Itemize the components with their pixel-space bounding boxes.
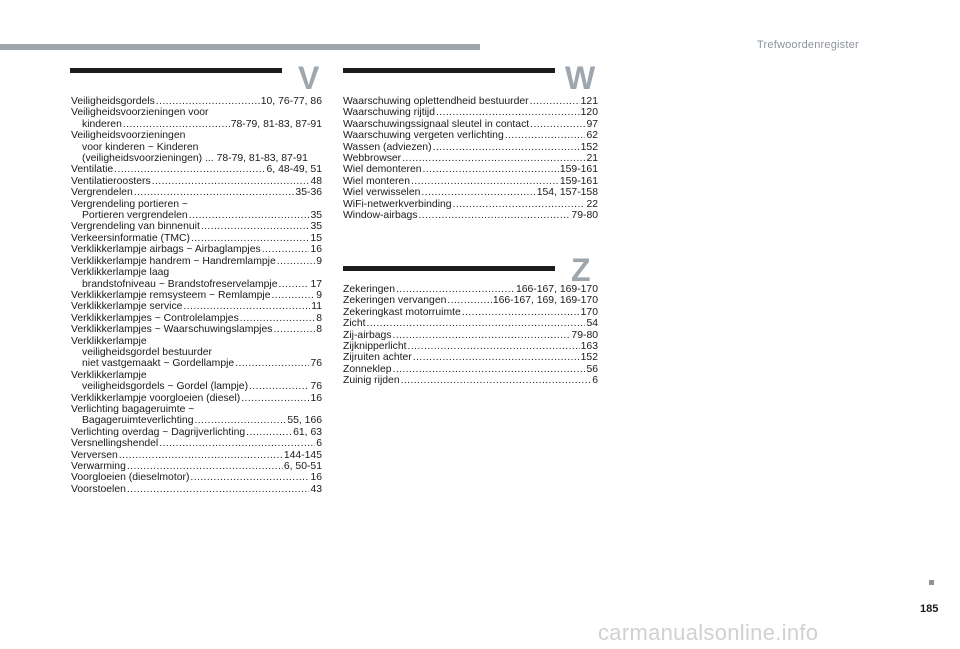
entry-page-ref: 55, 166	[287, 415, 322, 427]
dot-leader	[505, 130, 586, 141]
dot-leader	[447, 295, 491, 306]
index-entry	[71, 336, 322, 370]
index-entry	[343, 142, 598, 153]
entry-term: Voorstoelen	[71, 483, 126, 495]
index-entry	[71, 484, 322, 495]
index-entry	[343, 295, 598, 306]
index-entry	[71, 267, 322, 290]
entry-term: Zijruiten achter	[343, 352, 412, 364]
dot-leader	[201, 221, 310, 232]
entry-page-ref: 6, 50-51	[283, 461, 322, 472]
entry-term: Wiel verwisselen	[343, 187, 421, 199]
entry-term: Vergrendeling van binnenuit	[71, 221, 200, 233]
entry-term: Ventilatie	[71, 164, 114, 176]
index-entry	[71, 107, 322, 130]
dot-leader	[183, 301, 310, 312]
index-entry	[343, 199, 598, 210]
entry-page-ref: 48	[310, 175, 322, 187]
dot-leader	[393, 364, 586, 375]
entry-term: Verklikkerlampje	[71, 369, 147, 381]
page-marker	[929, 580, 934, 585]
entry-term: Bagageruimteverlichting	[82, 415, 194, 427]
entry-term: Verklikkerlampje airbags ~ Airbaglampjes	[71, 244, 261, 256]
entry-page-ref: 152	[580, 352, 598, 364]
dot-leader	[279, 279, 310, 290]
entry-page-ref: 21	[586, 153, 598, 165]
entry-page-ref: 163	[580, 341, 598, 353]
index-entry	[71, 130, 322, 164]
section-v-entries	[71, 96, 322, 495]
index-entry	[71, 221, 322, 232]
index-entry	[71, 233, 322, 244]
index-entry	[343, 307, 598, 318]
index-entry	[71, 404, 322, 427]
entry-term: niet vastgemaakt ~ Gordellampje	[82, 358, 235, 370]
entry-term: Zonneklep	[343, 363, 392, 375]
index-entry	[71, 370, 322, 393]
dot-leader	[194, 415, 286, 426]
section-v-rule	[70, 68, 282, 73]
dot-leader	[401, 375, 592, 386]
dot-leader	[408, 341, 580, 352]
page-number: 185	[920, 603, 939, 615]
entry-page-ref: 16	[310, 472, 322, 484]
entry-term: Voorgloeien (dieselmotor)	[71, 472, 190, 484]
index-entry	[71, 393, 322, 404]
entry-page-ref: 166-167, 169-170	[515, 284, 598, 295]
entry-term: brandstofniveau ~ Brandstofreservelampje	[82, 278, 278, 290]
entry-term: Window-airbags	[343, 210, 418, 222]
index-entry	[343, 330, 598, 341]
index-entry	[71, 324, 322, 335]
entry-page-ref: 15	[310, 232, 322, 244]
dot-leader	[249, 381, 309, 392]
entry-page-ref: 17	[310, 278, 322, 290]
entry-term: Versnellingshendel	[71, 438, 159, 450]
entry-term: Wassen (adviezen)	[343, 141, 432, 153]
index-entry	[343, 210, 598, 221]
entry-term: kinderen	[82, 118, 122, 130]
dot-leader	[191, 233, 309, 244]
dot-leader	[156, 96, 260, 107]
entry-term: Vergrendeling portieren ~	[71, 198, 188, 210]
dot-leader	[396, 284, 515, 295]
entry-page-ref: 11	[311, 301, 322, 313]
watermark: carmanualsonline.info	[598, 620, 819, 645]
entry-term: Ventilatieroosters	[71, 175, 151, 187]
entry-term: Veiligheidsgordels	[71, 96, 155, 107]
dot-leader	[123, 119, 230, 130]
entry-term: Zicht	[343, 318, 366, 330]
index-entry	[71, 450, 322, 461]
dot-leader	[152, 176, 310, 187]
dot-leader	[273, 324, 315, 335]
dot-leader	[127, 484, 310, 495]
dot-leader	[277, 256, 315, 267]
dot-leader	[159, 438, 315, 449]
entry-term: Webbrowser	[343, 153, 402, 165]
entry-page-ref: 152	[580, 141, 598, 153]
dot-leader	[419, 210, 571, 221]
entry-term: Verwarming	[71, 461, 126, 472]
dot-leader	[272, 290, 316, 301]
dot-leader	[433, 142, 580, 153]
entry-page-ref: 6	[592, 375, 598, 387]
index-entry	[71, 244, 322, 255]
dot-leader	[402, 153, 585, 164]
entry-term: Veiligheidsvoorzieningen voor	[71, 107, 209, 119]
index-entry	[71, 301, 322, 312]
dot-leader	[367, 318, 586, 329]
entry-term: Waarschuwing oplettendheid bestuurder	[343, 96, 529, 107]
index-entry	[343, 153, 598, 164]
entry-term: (veiligheidsvoorzieningen) ... 78-79, 81-83, 87-91	[82, 153, 308, 165]
entry-page-ref: 8	[316, 312, 322, 324]
entry-term: Verklikkerlampjes ~ Controlelampjes	[71, 312, 239, 324]
dot-leader	[241, 393, 309, 404]
index-entry	[343, 119, 598, 130]
entry-page-ref: 56	[586, 363, 598, 375]
header-bar	[0, 44, 480, 50]
dot-leader	[453, 199, 586, 210]
index-entry	[343, 96, 598, 107]
dot-leader	[119, 450, 283, 461]
section-v-letter: V	[298, 60, 320, 96]
entry-term: Waarschuwingssignaal sleutel in contact	[343, 118, 530, 130]
section-z-letter: Z	[571, 252, 591, 288]
index-entry	[71, 199, 322, 222]
section-z-entries	[343, 284, 598, 387]
entry-term: Verklikkerlampjes ~ Waarschuwingslampjes	[71, 324, 273, 336]
index-entry	[71, 472, 322, 483]
entry-page-ref: 79-80	[571, 210, 598, 222]
dot-leader	[240, 313, 315, 324]
entry-page-ref: 9	[316, 289, 322, 301]
entry-page-ref: 16	[310, 392, 322, 404]
entry-page-ref: 16	[310, 244, 322, 256]
entry-page-ref: 170	[580, 306, 598, 318]
index-entry	[343, 318, 598, 329]
index-entry	[71, 461, 322, 472]
entry-term: veiligheidsgordels ~ Gordel (lampje)	[82, 381, 249, 393]
entry-page-ref: 154, 157-158	[536, 187, 598, 199]
entry-term: Verklikkerlampje voorgloeien (diesel)	[71, 392, 241, 404]
entry-page-ref: 35-36	[295, 187, 322, 199]
entry-page-ref: 78-79, 81-83, 87-91	[230, 118, 322, 130]
entry-page-ref: 54	[586, 318, 598, 330]
entry-page-ref: 76	[310, 381, 322, 393]
dot-leader	[421, 187, 535, 198]
index-entry	[343, 284, 598, 295]
index-entry	[343, 176, 598, 187]
entry-term: Verlichting bagageruimte ~	[71, 403, 195, 415]
entry-page-ref: 10, 76-77, 86	[260, 96, 322, 107]
entry-term: WiFi-netwerkverbinding	[343, 198, 452, 210]
index-entry	[71, 438, 322, 449]
entry-page-ref: 120	[580, 107, 598, 119]
entry-page-ref: 8	[316, 324, 322, 336]
entry-term: Zij-airbags	[343, 329, 392, 341]
index-entry	[71, 427, 322, 438]
entry-page-ref: 144-145	[283, 449, 322, 461]
entry-page-ref: 62	[586, 130, 598, 142]
page-header-title: Trefwoordenregister	[757, 39, 859, 51]
entry-term: Wiel demonteren	[343, 164, 422, 176]
entry-term: Verklikkerlampje laag	[71, 267, 170, 279]
entry-term: Waarschuwing vergeten verlichting	[343, 130, 504, 142]
dot-leader	[411, 176, 559, 187]
index-entry	[71, 256, 322, 267]
entry-term: Verkeersinformatie (TMC)	[71, 232, 190, 244]
section-w-entries	[343, 96, 598, 221]
entry-term: Verklikkerlampje handrem ~ Handremlampje	[71, 255, 276, 267]
dot-leader	[530, 119, 585, 130]
entry-page-ref: 61, 63	[293, 426, 322, 438]
index-entry	[343, 164, 598, 175]
index-entry	[343, 352, 598, 363]
entry-page-ref: 22	[586, 198, 598, 210]
entry-term: Verklikkerlampje service	[71, 301, 183, 313]
entry-term: veiligheidsgordel bestuurder	[82, 346, 212, 358]
entry-page-ref: 121	[580, 96, 598, 107]
dot-leader	[190, 472, 309, 483]
entry-page-ref: 6	[316, 438, 322, 450]
entry-term: Zijknipperlicht	[343, 341, 407, 353]
entry-term: Verversen	[71, 449, 118, 461]
dot-leader	[246, 427, 292, 438]
entry-term: Zekeringen vervangen	[343, 295, 447, 307]
section-w-letter: W	[565, 60, 596, 96]
dot-leader	[189, 210, 310, 221]
entry-page-ref: 35	[310, 221, 322, 233]
entry-page-ref: 159-161	[559, 164, 598, 176]
dot-leader	[127, 461, 283, 472]
index-entry	[343, 130, 598, 141]
entry-term: Waarschuwing rijtijd	[343, 107, 436, 119]
dot-leader	[235, 358, 309, 369]
entry-term: voor kinderen ~ Kinderen	[82, 141, 199, 153]
dot-leader	[262, 244, 310, 255]
entry-term: Verklikkerlampje remsysteem ~ Remlampje	[71, 289, 271, 301]
entry-page-ref: 43	[310, 483, 322, 495]
entry-term: Wiel monteren	[343, 175, 410, 187]
index-entry	[71, 290, 322, 301]
index-entry	[71, 164, 322, 175]
dot-leader	[530, 96, 580, 107]
index-entry	[71, 187, 322, 198]
dot-leader	[134, 187, 295, 198]
entry-page-ref: 35	[310, 210, 322, 222]
section-w-rule	[343, 68, 555, 73]
entry-term: Zekeringen	[343, 284, 395, 295]
dot-leader	[413, 352, 580, 363]
entry-page-ref: 9	[316, 255, 322, 267]
dot-leader	[114, 164, 265, 175]
entry-term: Verlichting overdag ~ Dagrijverlichting	[71, 426, 246, 438]
entry-page-ref: 97	[586, 118, 598, 130]
index-entry	[343, 341, 598, 352]
entry-term: Zuinig rijden	[343, 375, 400, 387]
dot-leader	[436, 107, 580, 118]
index-entry	[71, 96, 322, 107]
section-z-rule	[343, 266, 555, 271]
dot-leader	[423, 164, 559, 175]
dot-leader	[462, 307, 580, 318]
index-entry	[343, 364, 598, 375]
entry-page-ref: 166-167, 169, 169-170	[492, 295, 598, 307]
entry-page-ref: 159-161	[559, 175, 598, 187]
entry-page-ref: 76	[310, 358, 322, 370]
index-entry	[71, 313, 322, 324]
index-entry	[343, 375, 598, 386]
index-entry	[71, 176, 322, 187]
entry-term: Portieren vergrendelen	[82, 210, 188, 222]
entry-term: Vergrendelen	[71, 187, 133, 199]
index-entry	[343, 107, 598, 118]
entry-term: Verklikkerlampje	[71, 335, 147, 347]
index-entry	[343, 187, 598, 198]
dot-leader	[393, 330, 571, 341]
entry-page-ref: 79-80	[571, 329, 598, 341]
entry-page-ref: 6, 48-49, 51	[266, 164, 322, 176]
entry-term: Veiligheidsvoorzieningen	[71, 130, 186, 142]
entry-term: Zekeringkast motorruimte	[343, 306, 461, 318]
